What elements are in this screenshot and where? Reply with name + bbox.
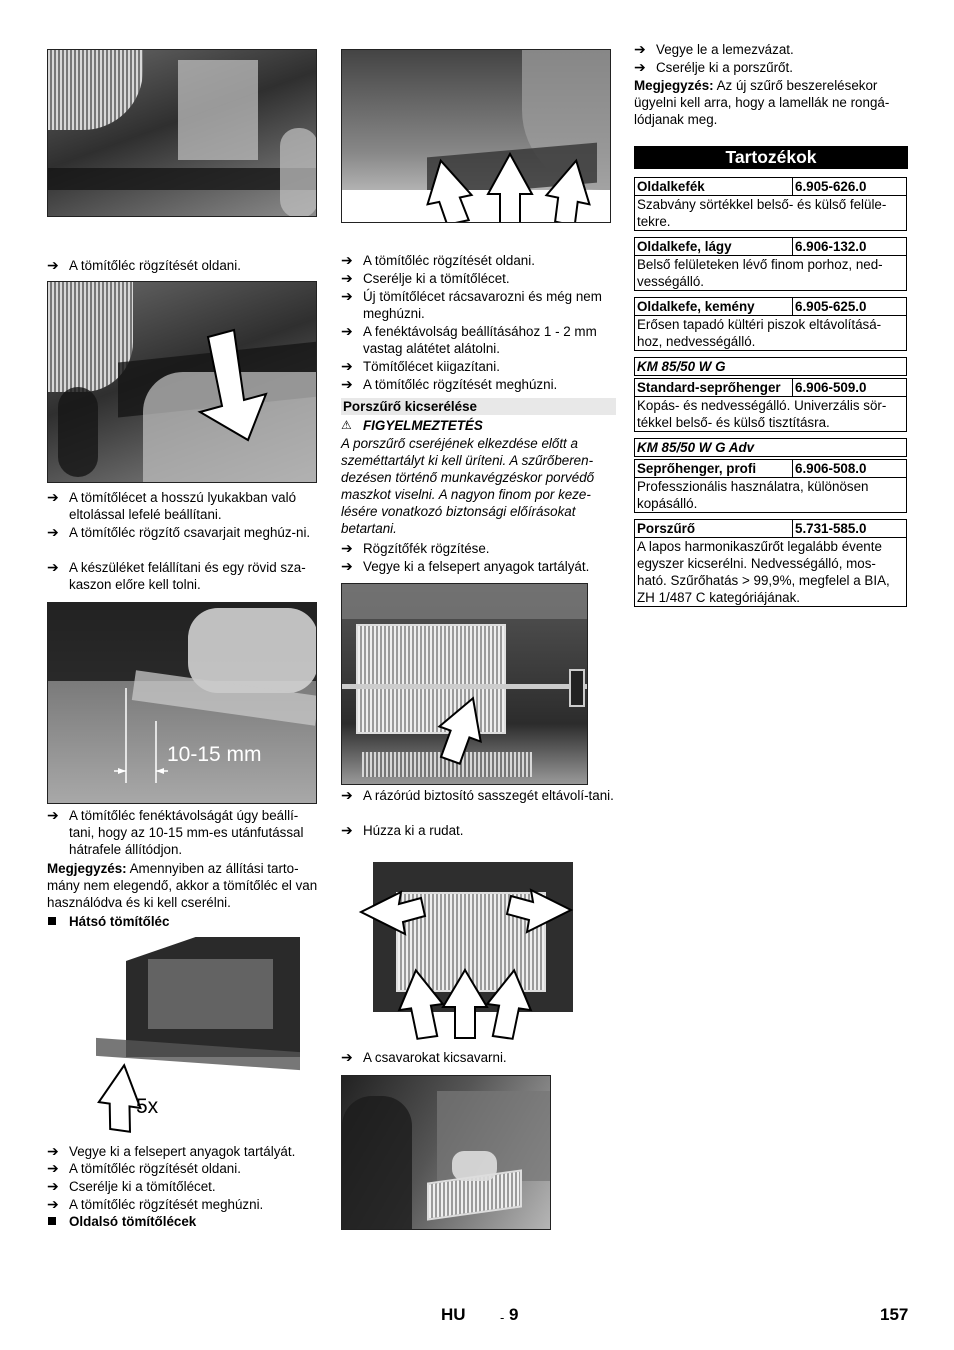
warning-text: A porszűrő cseréjének elkezdése előtt a szeméttartályt ki kell üríteni. A szűrőberen-dezésen történő munkavégzéskor porvédő maszkot viselni. A nagyon finom por keze-lésére vonatkozó biztonsági előírásokat betartani.	[341, 436, 595, 536]
up-arrow-icon	[96, 937, 300, 1137]
photo-filter-removal	[341, 1075, 551, 1230]
footer-separator: -	[500, 1310, 505, 1325]
photo-side-brush-sealing-strip	[47, 49, 317, 217]
accessory-desc-row: Kopás- és nedvességálló. Univerzális sör-tékkel belső- és külső tisztításra.	[635, 397, 907, 432]
heading-side-strips: Oldalsó tömítőlécek	[47, 1213, 317, 1230]
arrow-right-icon: ➔	[47, 1143, 59, 1159]
arrow-right-icon: ➔	[341, 376, 353, 392]
section-title-dust-filter: Porszűrő kicserélése	[341, 398, 616, 415]
warning-heading: ⚠ FIGYELMEZTETÉS	[341, 418, 483, 433]
accessory-desc-row: Belső felületeken lévő finom porhoz, ned-vességálló.	[635, 256, 907, 291]
photo-filter-shaker-rod	[341, 583, 588, 785]
arrow-right-icon: ➔	[341, 323, 353, 339]
accessory-row: Oldalkefék 6.905-626.0	[635, 178, 907, 196]
up-arrow-icon	[342, 584, 588, 785]
step-unscrew: ➔ A csavarokat kicsavarni.	[341, 1049, 507, 1065]
up-arrows-icon	[342, 50, 611, 223]
arrow-right-icon: ➔	[341, 270, 353, 286]
square-bullet-icon	[48, 1217, 56, 1225]
arrow-right-icon: ➔	[634, 41, 646, 57]
step-set-clearance: ➔ A tömítőléc fenéktávolságát úgy beállí-tani, hogy az 10-15 mm-es utánfutással hátrafele állítódjon.	[47, 807, 304, 857]
accessory-row: Standard-seprőhenger 6.906-509.0	[635, 379, 907, 397]
arrow-right-icon: ➔	[341, 252, 353, 268]
photo-filter-screws	[341, 862, 591, 1040]
footer-page-local: 9	[509, 1305, 519, 1324]
arrow-right-icon: ➔	[47, 1160, 59, 1176]
arrow-right-icon: ➔	[47, 257, 59, 273]
accessory-row: Oldalkefe, lágy 6.906-132.0	[635, 238, 907, 256]
arrow-right-icon: ➔	[47, 524, 59, 540]
photo-floor-clearance	[47, 602, 317, 804]
accessory-desc-row: Professzionális használatra, különösen kopásálló.	[635, 478, 907, 513]
accessory-desc-row: Erősen tapadó kültéri piszok eltávolításá-hoz, nedvességálló.	[635, 316, 907, 351]
screw-arrows-icon	[341, 862, 591, 1040]
dimension-label: 10-15 mm	[167, 743, 262, 766]
arrow-right-icon: ➔	[341, 288, 353, 304]
down-arrow-icon	[48, 282, 317, 483]
arrow-right-icon: ➔	[341, 1049, 353, 1065]
arrow-right-icon: ➔	[341, 822, 353, 838]
warning-icon: ⚠	[341, 418, 352, 432]
clearance-dimension-icon	[48, 603, 317, 804]
note-clearance: Megjegyzés: Amennyiben az állítási tarto-mány nem elegendő, akkor a tömítőléc el van használódva és ki kell cserélni.	[47, 861, 318, 910]
accessory-desc-row: A lapos harmonikaszűrőt legalább évente egyszer kicserélni. Nedvességálló, mos-ható. Szűrőhatás > 99,9%, megfelel a BIA, ZH 1/487 C kategóriájának.	[635, 538, 907, 607]
arrow-right-icon: ➔	[47, 489, 59, 505]
arrow-right-icon: ➔	[341, 358, 353, 374]
photo-rear-strip	[96, 937, 300, 1137]
arrow-right-icon: ➔	[634, 59, 646, 75]
photo-lower-sealing-strip	[47, 281, 317, 483]
model-row: KM 85/50 W G	[635, 358, 907, 376]
accessory-desc-row: Szabvány sörtékkel belső- és külső felüle-tekre.	[635, 196, 907, 231]
step-loosen-strip: ➔ A tömítőléc rögzítését oldani.	[47, 257, 241, 273]
model-row: KM 85/50 W G Adv	[635, 439, 907, 457]
arrow-right-icon: ➔	[47, 1196, 59, 1212]
footer-language: HU	[441, 1305, 466, 1324]
arrow-right-icon: ➔	[47, 1178, 59, 1194]
accessory-row: Oldalkefe, kemény 6.905-625.0	[635, 298, 907, 316]
square-bullet-icon	[48, 917, 56, 925]
photo-side-strips	[341, 49, 611, 223]
arrow-right-icon: ➔	[47, 559, 59, 575]
footer-page-number: 157	[880, 1305, 909, 1324]
arrow-right-icon: ➔	[341, 540, 353, 556]
note-filter: Megjegyzés: Az új szűrő beszerelésekor ügyelni kell arra, hogy a lamellák ne rongá-lódjanak meg.	[634, 78, 890, 127]
heading-rear-strip: Hátsó tömítőléc	[47, 913, 317, 930]
arrow-right-icon: ➔	[341, 558, 353, 574]
accessory-row: Seprőhenger, profi 6.906-508.0	[635, 460, 907, 478]
accessories-title: Tartozékok	[634, 146, 908, 169]
count-label: 5x	[136, 1095, 159, 1118]
accessory-row: Porszűrő 5.731-585.0	[635, 520, 907, 538]
arrow-right-icon: ➔	[341, 787, 353, 803]
arrow-right-icon: ➔	[47, 807, 59, 823]
accessories-table	[634, 177, 907, 607]
